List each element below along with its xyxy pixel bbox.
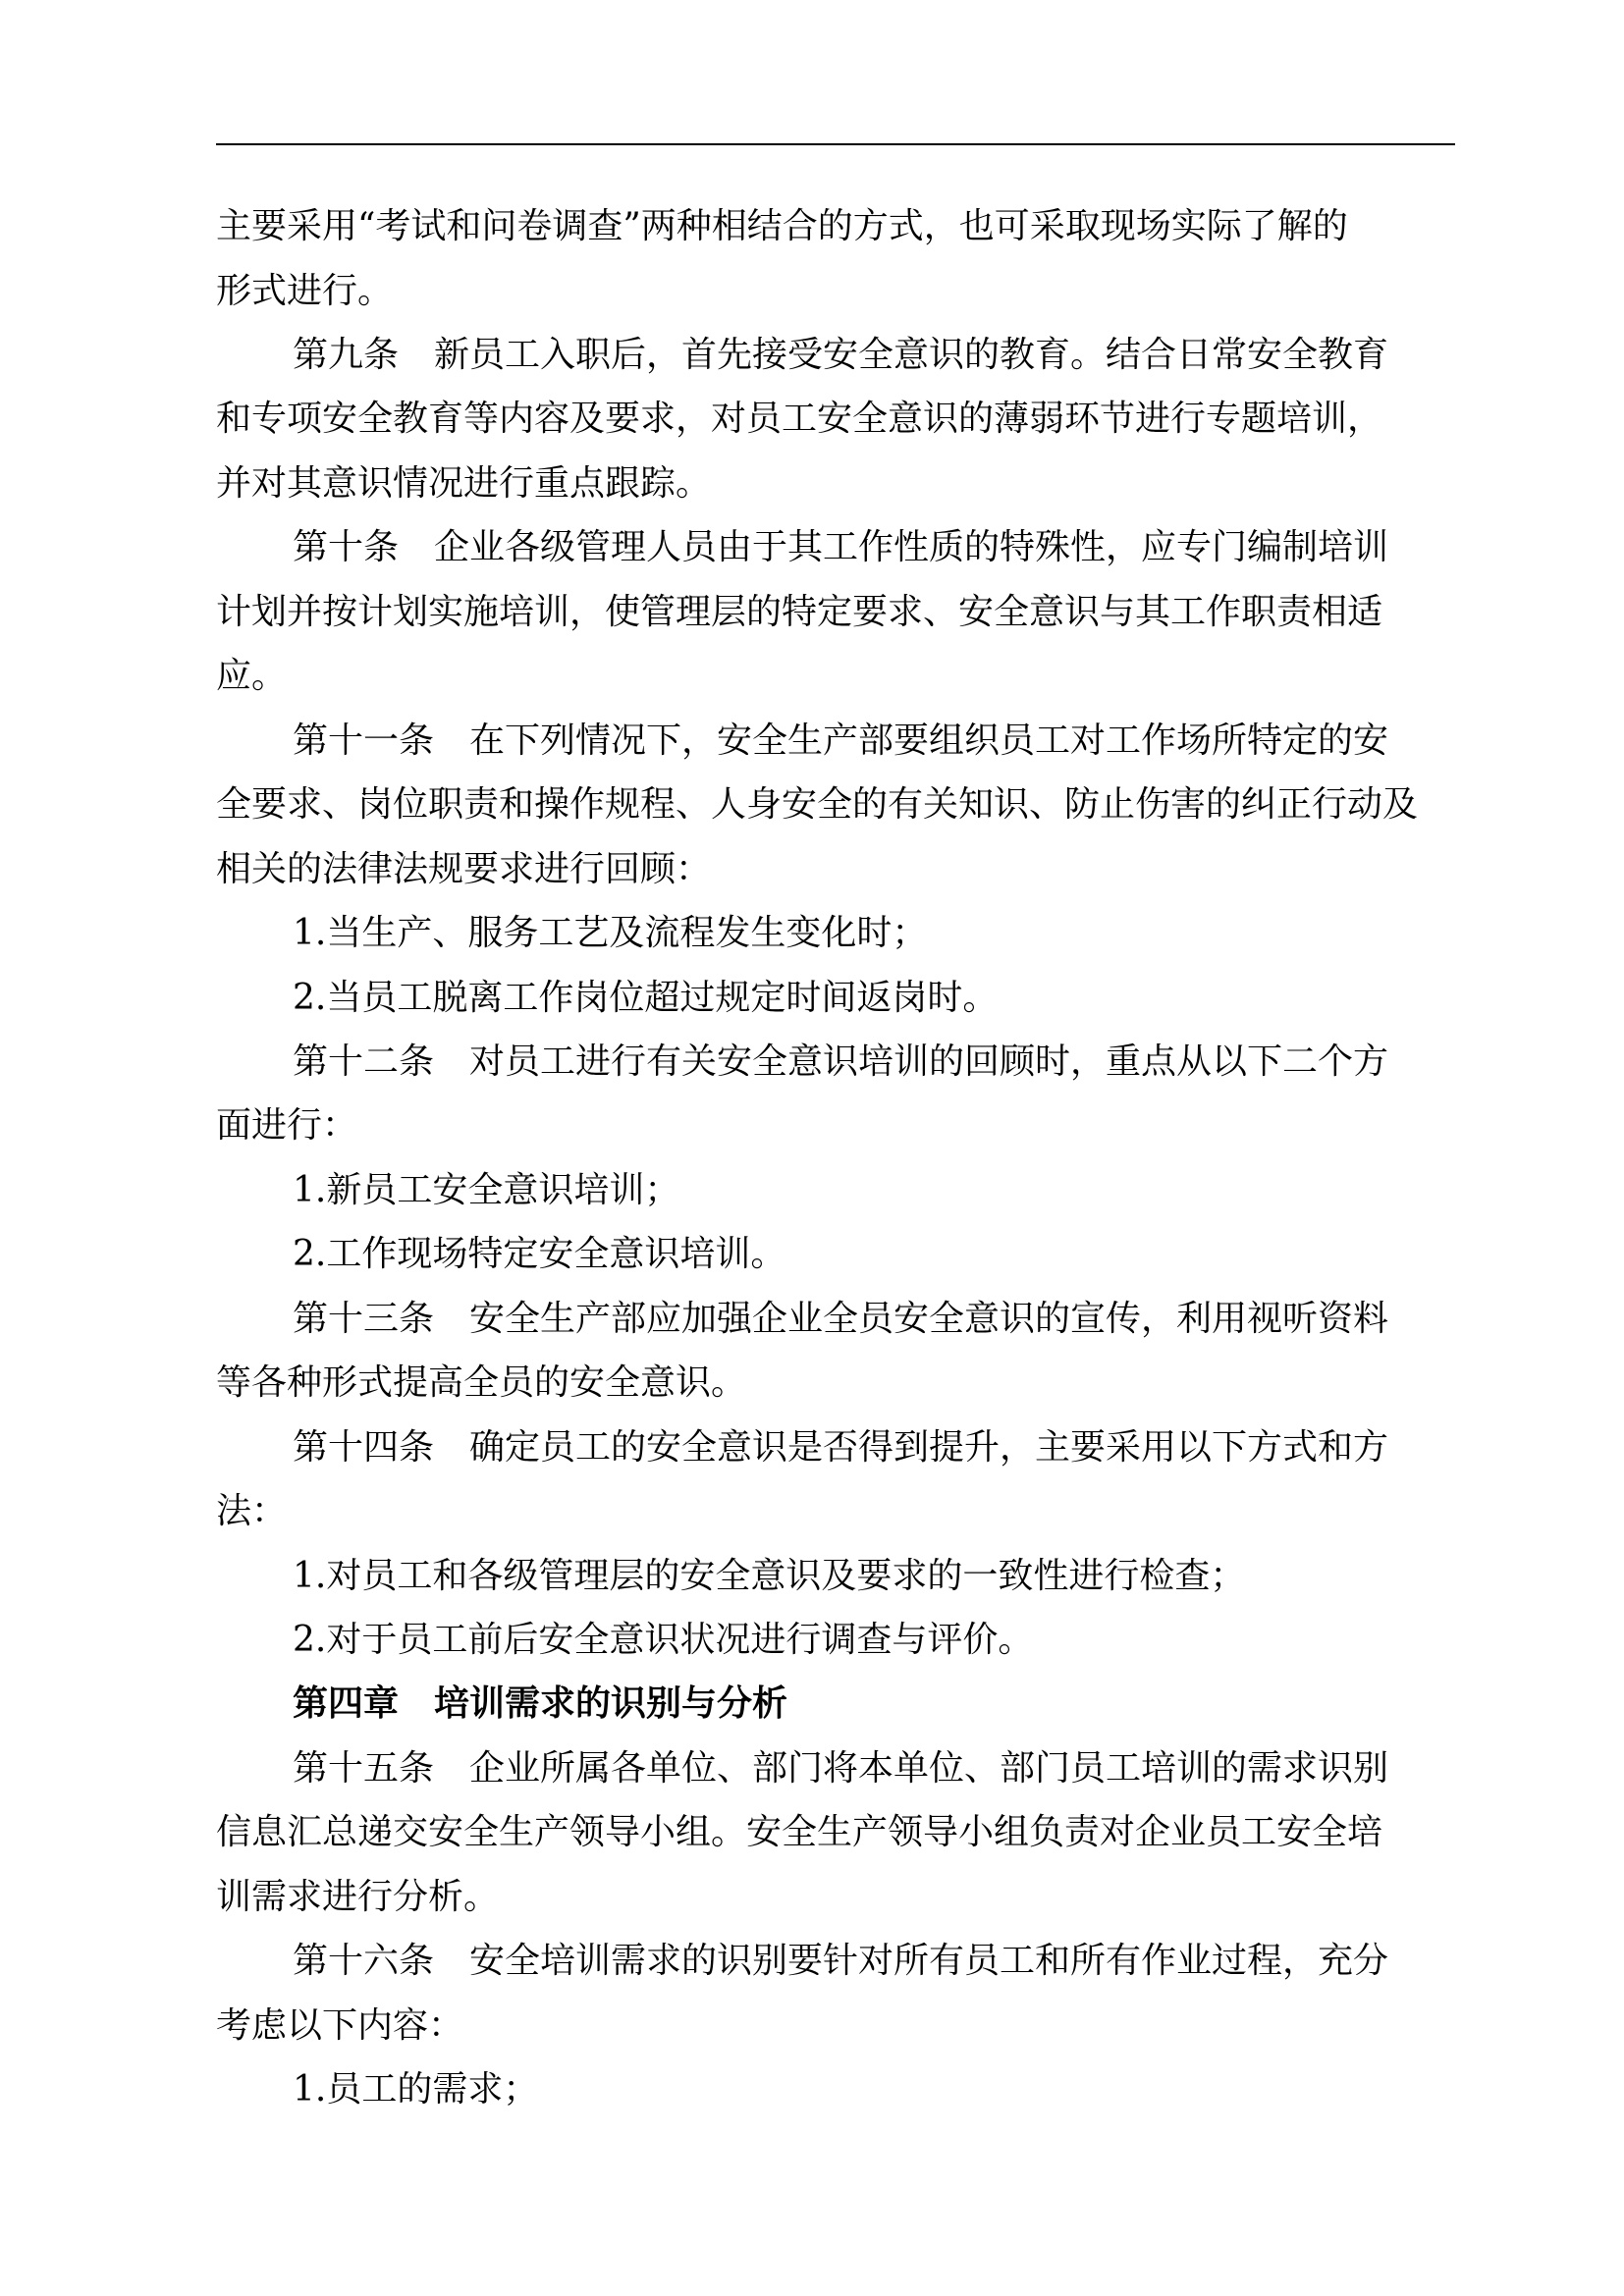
list-item: 2.工作现场特定安全意识培训。 xyxy=(293,1234,786,1274)
text-line: 训需求进行分析。 xyxy=(216,1877,500,1917)
list-item: 1.当生产、服务工艺及流程发生变化时； xyxy=(293,913,928,953)
text-line: 全要求、岗位职责和操作规程、人身安全的有关知识、防止伤害的纠正行动及 xyxy=(216,784,1419,825)
article-12-line: 第十二条 对员工进行有关安全意识培训的回顾时，重点从以下二个方 xyxy=(293,1041,1389,1082)
list-item: 2.对于员工前后安全意识状况进行调查与评价。 xyxy=(293,1620,1034,1660)
text-line: 应。 xyxy=(216,656,288,696)
text-line: 面进行： xyxy=(216,1105,358,1146)
text-line: 法： xyxy=(216,1491,288,1531)
text-line: 相关的法律法规要求进行回顾： xyxy=(216,849,712,889)
list-item: 2.当员工脱离工作岗位超过规定时间返岗时。 xyxy=(293,978,999,1018)
chapter-heading: 第四章 培训需求的识别与分析 xyxy=(293,1683,788,1724)
article-11-line: 第十一条 在下列情况下，安全生产部要组织员工对工作场所特定的安 xyxy=(293,721,1389,761)
list-item: 1.对员工和各级管理层的安全意识及要求的一致性进行检查； xyxy=(293,1556,1246,1596)
article-14-line: 第十四条 确定员工的安全意识是否得到提升，主要采用以下方式和方 xyxy=(293,1427,1389,1468)
list-item: 1.新员工安全意识培训； xyxy=(293,1170,680,1210)
article-10-line: 第十条 企业各级管理人员由于其工作性质的特殊性，应专门编制培训 xyxy=(293,527,1389,567)
text-line: 形式进行。 xyxy=(216,271,394,311)
article-16-line: 第十六条 安全培训需求的识别要针对所有员工和所有作业过程，充分 xyxy=(293,1941,1389,1981)
header-rule xyxy=(216,143,1455,145)
article-15-line: 第十五条 企业所属各单位、部门将本单位、部门员工培训的需求识别 xyxy=(293,1748,1389,1789)
list-item: 1.员工的需求； xyxy=(293,2069,539,2109)
text-line: 主要采用“考试和问卷调查”两种相结合的方式，也可采取现场实际了解的 xyxy=(216,206,1348,246)
text-line: 计划并按计划实施培训，使管理层的特定要求、安全意识与其工作职责相适 xyxy=(216,592,1383,632)
text-line: 等各种形式提高全员的安全意识。 xyxy=(216,1362,747,1403)
text-line: 并对其意识情况进行重点跟踪。 xyxy=(216,463,712,504)
text-line: 和专项安全教育等内容及要求，对员工安全意识的薄弱环节进行专题培训， xyxy=(216,399,1383,439)
article-13-line: 第十三条 安全生产部应加强企业全员安全意识的宣传，利用视听资料 xyxy=(293,1299,1389,1339)
text-line: 考虑以下内容： xyxy=(216,2005,464,2046)
article-9-line: 第九条 新员工入职后，首先接受安全意识的教育。结合日常安全教育 xyxy=(293,335,1389,375)
text-line: 信息汇总递交安全生产领导小组。安全生产领导小组负责对企业员工安全培 xyxy=(216,1812,1383,1852)
